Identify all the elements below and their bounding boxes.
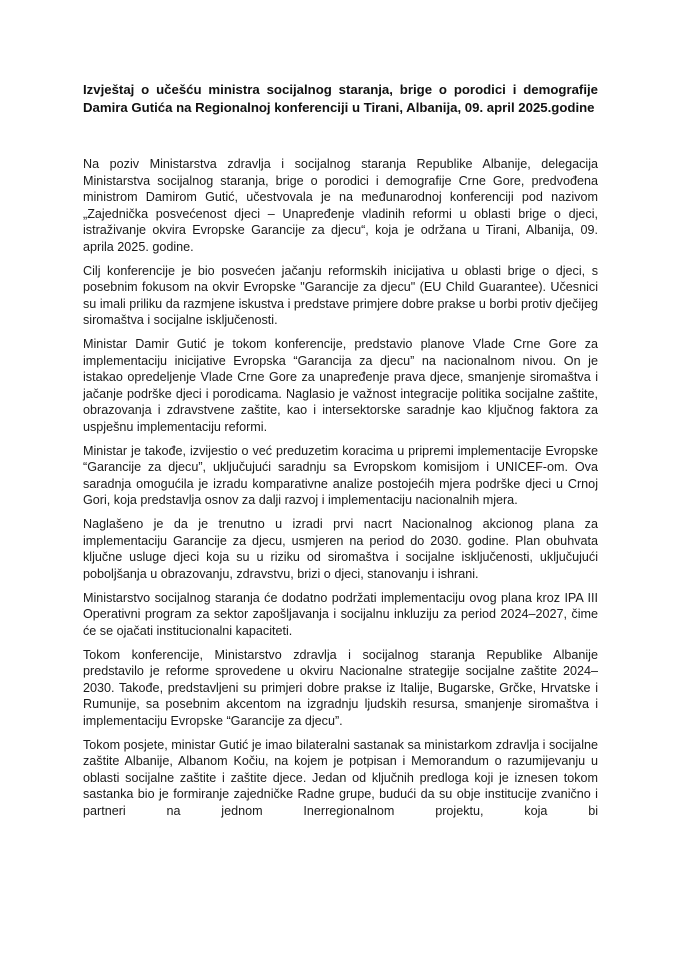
paragraph-minister-plans: Ministar Damir Gutić je tokom konferencije, predstavio planove Vlade Crne Gore za implementaciju inicijative Evropska “Garancija za djecu” na nacionalnom nivou. On je istakao opredeljenje Vlade Crne Gore za unapređenje prava djece, smanjenje siromaštva i jačanje podrške djeci i porodicama. Naglasio je važnost integracije politika socijalne zaštite, obrazovanja i zdravstvene zaštite, kao i intersektorske saradnje kao ključnog faktora za uspješnu implementaciju reformi. xyxy=(83,337,598,434)
paragraph-conference-goal: Cilj konferencije je bio posvećen jačanju reformskih inicijativa u oblasti brige o djeci, s posebnim fokusom na okvir Evropske "Garancije za djecu" (EU Child Guarantee). Učesnici su imali priliku da razmjene iskustva i predstave primjere dobre prakse u borbi protiv dječijeg siromaštva i socijalne isključenosti. xyxy=(83,263,598,327)
paragraph-invitation: Na poziv Ministarstva zdravlja i socijalnog staranja Republike Albanije, delegacija Ministarstva socijalnog staranja, brige o porodici i demografije Crne Gore, predvođena ministrom Damirom Gutić, učestvovala je na međunarodnoj konferenciji pod nazivom „Zajednička posvećenost djeci – Unapređenje vladinih reformi u oblasti brige o djeci, istraživanje okvira Evropske Garancije za djecu“, koja je održana u Tirani, Albanija, 09. aprila 2025. godine. xyxy=(83,157,598,254)
document-page xyxy=(83,81,598,827)
paragraph-albania-reforms: Tokom konferencije, Ministarstvo zdravlja i socijalnog staranja Republike Albanije predstavilo je reforme sprovedene u okviru Nacionalne strategije socijalne zaštite 2024–2030. Takođe, predstavljeni su primjeri dobre prakse iz Italije, Bugarske, Grčke, Hrvatske i Rumunije, sa posebnim akcentom na izgradnju ljudskih resursa, smanjenje siromaštva i implementaciju Evropske “Garancije za djecu”. xyxy=(83,647,598,728)
paragraph-steps-taken: Ministar je takođe, izvijestio o već preduzetim koracima u pripremi implementacije Evropske “Garancije za djecu”, uključujući saradnju sa Evropskom komisijom i UNICEF-om. Ova saradnja omogućila je izradu komparativne analize postojećih mjera podrške djeci u Crnoj Gori, koja predstavlja osnov za dalji razvoj i implementaciju nacionalnih mjera. xyxy=(83,443,598,507)
paragraph-action-plan: Naglašeno je da je trenutno u izradi prvi nacrt Nacionalnog akcionog plana za implementaciju Garancije za djecu, usmjeren na period do 2030. godine. Plan obuhvata ključne usluge djeci koja su u riziku od siromaštva i socijalne isključenosti, uključujući poboljšanja u obrazovanju, zdravstvu, brizi o djeci, stanovanju i ishrani. xyxy=(83,517,598,581)
paragraph-bilateral-meeting: Tokom posjete, ministar Gutić je imao bilateralni sastanak sa ministarkom zdravlja i socijalne zaštite Albanije, Albanom Kočiu, na kojem je potpisan i Memorandum o razumijevanju u oblasti socijalne zaštite i zaštite djece. Jedan od ključnih predloga koji je iznesen tokom sastanka bio je formiranje zajedničke Radne grupe, budući da su obje institucije zvanično i partneri na jednom Inerregionalnom projektu, koja bi xyxy=(83,737,598,818)
paragraph-ipa-support: Ministarstvo socijalnog staranja će dodatno podržati implementaciju ovog plana kroz IPA III Operativni program za sektor zapošljavanja i socijalnu inkluziju za period 2024–2027, čime će se ojačati institucionalni kapaciteti. xyxy=(83,590,598,638)
document-title: Izvještaj o učešću ministra socijalnog staranja, brige o porodici i demografije Damira Gutića na Regionalnoj konferenciji u Tirani, Albanija, 09. april 2025.godine xyxy=(83,82,598,115)
